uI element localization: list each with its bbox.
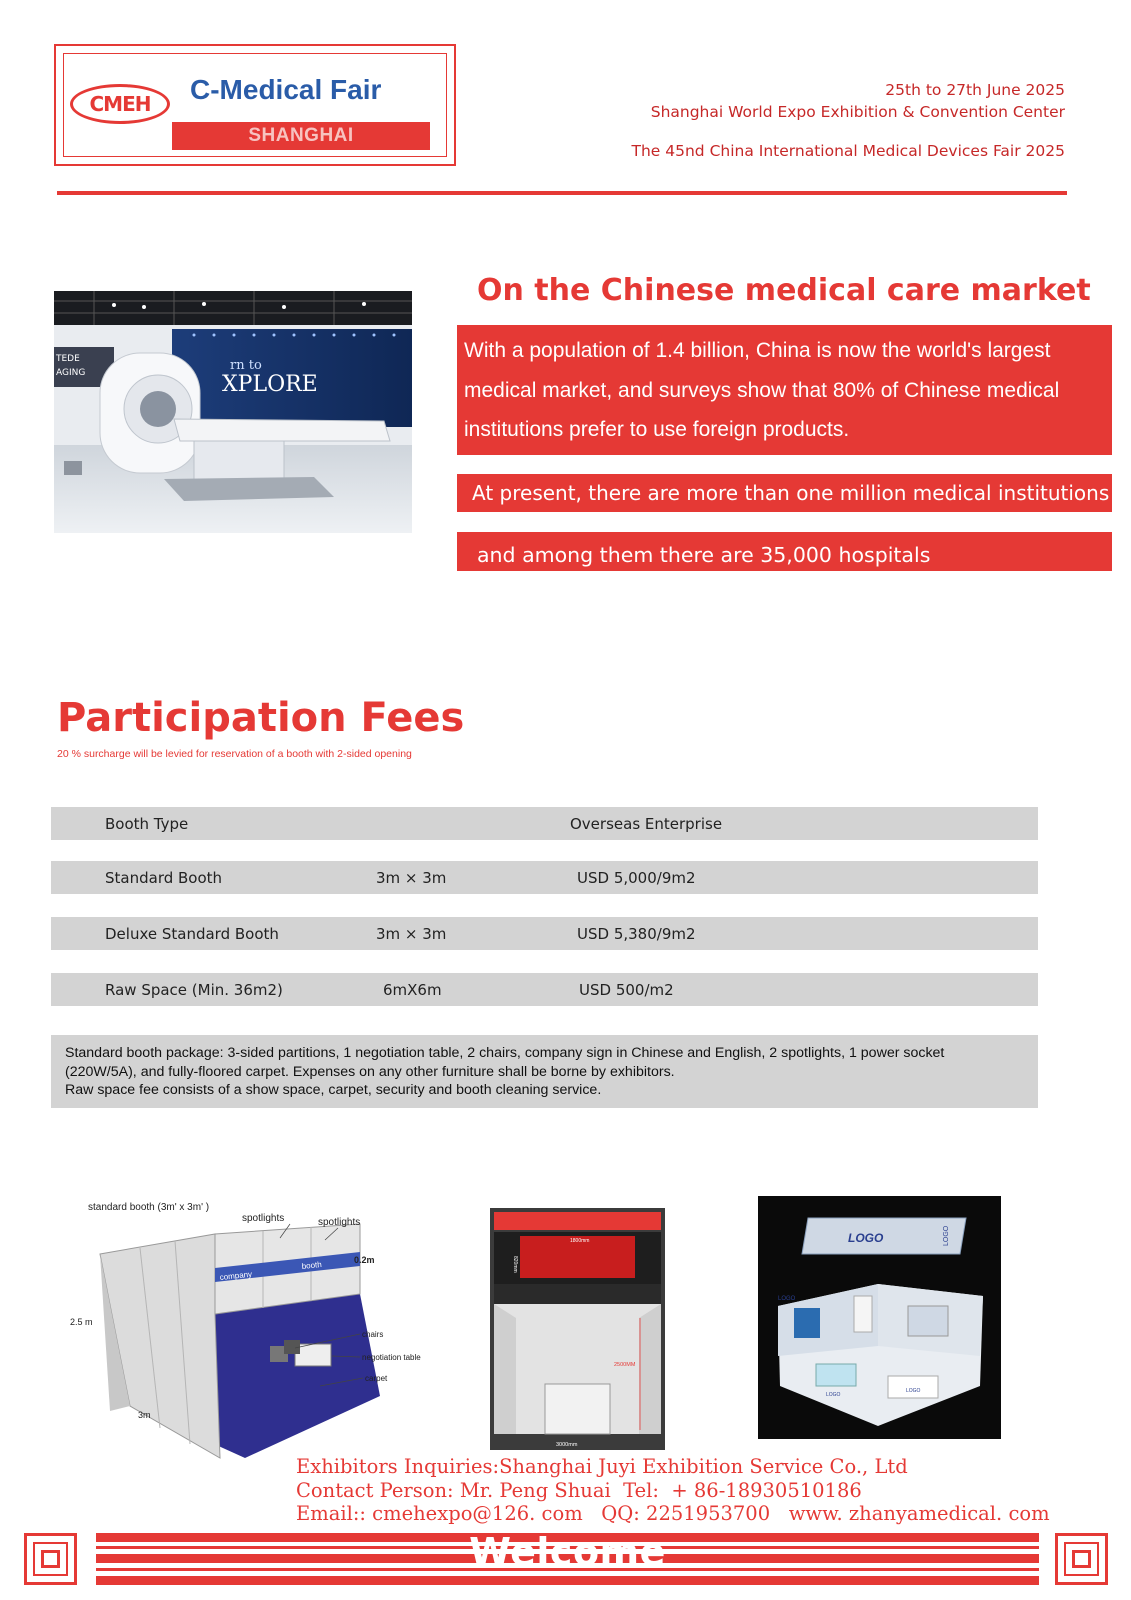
svg-text:2500MM: 2500MM	[614, 1362, 636, 1368]
standard-booth-diagram	[70, 1196, 450, 1461]
market-hospitals-box: and among them there are 35,000 hospitals	[457, 532, 1112, 571]
market-line-1: With a population of 1.4 billion, China is now the world's largest	[464, 339, 1051, 362]
booth-price-cell: USD 500/m2	[579, 981, 674, 999]
footer-square-ornament-icon	[1055, 1533, 1108, 1585]
market-institutions-box: At present, there are more than one million medical institutions	[457, 474, 1112, 512]
svg-text:standard booth (3m' x 3m' ): standard booth (3m' x 3m' )	[88, 1202, 210, 1213]
svg-text:LOGO: LOGO	[943, 1225, 950, 1246]
logo-title: C-Medical Fair	[190, 74, 382, 105]
header-booth-type: Booth Type	[105, 815, 189, 833]
package-line: Standard booth package: 3-sided partitions, 1 negotiation table, 2 chairs, company sign in Chinese and English, 2 spotlights, 1 power socket	[65, 1045, 945, 1061]
booth-3d-render	[758, 1196, 1001, 1439]
booth-type-cell: Standard Booth	[105, 869, 223, 887]
booth-price-cell: USD 5,000/9m2	[577, 869, 696, 887]
table-row	[51, 973, 1038, 1006]
contact-info	[296, 1455, 1050, 1526]
svg-text:chairs: chairs	[362, 1330, 384, 1339]
fees-heading: Participation Fees	[57, 695, 465, 741]
booth-size-cell: 3m × 3m	[376, 869, 447, 887]
svg-text:company: company	[219, 1269, 253, 1282]
package-line: Raw space fee consists of a show space, carpet, security and booth cleaning service.	[65, 1082, 602, 1098]
table-row	[51, 917, 1038, 950]
event-venue: Shanghai World Expo Exhibition & Convention Center	[650, 103, 1065, 121]
svg-text:TEDE: TEDE	[56, 354, 80, 364]
booth-package-note	[51, 1035, 1038, 1108]
svg-text:2.5 m: 2.5 m	[70, 1317, 93, 1327]
svg-text:LOGO: LOGO	[778, 1296, 796, 1302]
market-line-3: institutions prefer to use foreign products.	[464, 418, 850, 441]
fees-surcharge-note: 20 % surcharge will be levied for reservation of a booth with 2-sided opening	[57, 748, 412, 760]
market-line-2: medical market, and surveys show that 80% of Chinese medical	[464, 378, 1060, 402]
svg-text:spotlights: spotlights	[318, 1217, 361, 1228]
cmeh-logo-icon: CMEH	[70, 84, 170, 124]
svg-text:3m: 3m	[138, 1410, 151, 1420]
contact-email: Email:: cmehexpo@126. com QQ: 2251953700 www. zhanyamedical. com	[296, 1502, 1050, 1525]
svg-text:carpet: carpet	[365, 1374, 388, 1383]
svg-text:LOGO: LOGO	[848, 1231, 884, 1245]
svg-text:rn to: rn to	[230, 358, 262, 373]
booth-front-elevation	[490, 1208, 665, 1450]
ct-scanner-photo	[54, 291, 412, 533]
welcome-text: Welcome	[469, 1530, 666, 1574]
table-row	[51, 861, 1038, 894]
svg-text:LOGO: LOGO	[906, 1388, 921, 1394]
fees-table-header	[51, 807, 1038, 840]
svg-text:XPLORE: XPLORE	[222, 372, 318, 397]
booth-price-cell: USD 5,380/9m2	[577, 925, 696, 943]
svg-text:spotlights: spotlights	[242, 1213, 285, 1224]
logo-city-band: SHANGHAI	[172, 122, 430, 150]
booth-size-cell: 3m × 3m	[376, 925, 447, 943]
svg-text:booth: booth	[301, 1259, 323, 1271]
header-overseas-enterprise: Overseas Enterprise	[570, 815, 723, 833]
booth-type-cell: Raw Space (Min. 36m2)	[105, 981, 283, 999]
fair-name: The 45nd China International Medical Devices Fair 2025	[631, 142, 1065, 160]
svg-text:1800mm: 1800mm	[570, 1238, 590, 1244]
contact-person: Contact Person: Mr. Peng Shuai Tel: + 86-18930510186	[296, 1478, 862, 1502]
package-line: (220W/5A), and fully-floored carpet. Expenses on any other furniture shall be borne by exhibitors.	[65, 1063, 675, 1080]
svg-text:820mm: 820mm	[512, 1256, 518, 1273]
svg-text:3000mm: 3000mm	[556, 1442, 578, 1448]
booth-size-cell: 6mX6m	[383, 981, 442, 999]
svg-text:LOGO: LOGO	[826, 1392, 841, 1398]
event-info	[632, 79, 1066, 162]
svg-text:0.2m: 0.2m	[354, 1255, 375, 1265]
market-population-box	[457, 325, 1112, 455]
market-heading: On the Chinese medical care market	[477, 273, 1091, 308]
header-divider	[57, 191, 1067, 195]
booth-type-cell: Deluxe Standard Booth	[105, 925, 279, 943]
footer-square-ornament-icon	[24, 1533, 77, 1585]
logo-block	[54, 44, 456, 166]
svg-text:negotiation table: negotiation table	[362, 1353, 421, 1362]
svg-text:AGING: AGING	[56, 368, 86, 378]
contact-company: Exhibitors Inquiries:Shanghai Juyi Exhibition Service Co., Ltd	[296, 1455, 908, 1478]
event-dates: 25th to 27th June 2025	[885, 81, 1065, 99]
